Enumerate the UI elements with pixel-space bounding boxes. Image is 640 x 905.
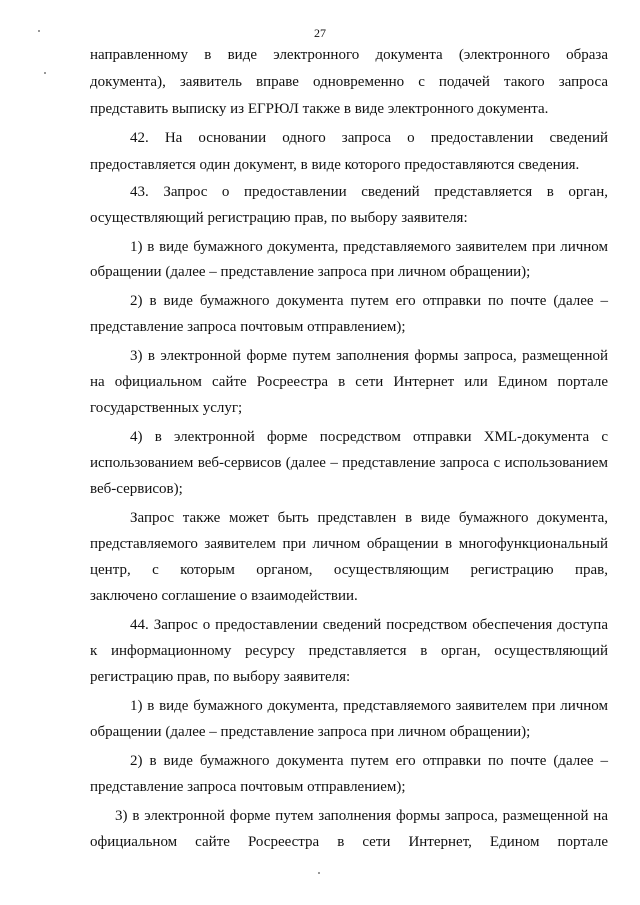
text-line: заключено соглашение о взаимодействии. [90, 588, 358, 604]
text-line: предоставляется один документ, в виде которого предоставляются сведения. [90, 157, 580, 173]
text-line: регистрацию прав, по выбору заявителя: [90, 669, 351, 685]
text-line: осуществляющий регистрацию прав, по выбору заявителя: [90, 210, 468, 226]
text-line: 42. На основании одного запроса о предоставлении сведений [130, 130, 608, 146]
text-line: государственных услуг; [90, 400, 243, 416]
text-line: направленному в виде электронного документа (электронного образа [90, 47, 608, 63]
text-line: 43. Запрос о предоставлении сведений представляется в орган, [130, 184, 608, 200]
text-line: представляемого заявителем при личном обращении в многофункциональный [90, 536, 608, 552]
text-line: 3) в электронной форме путем заполнения формы запроса, размещенной [130, 348, 608, 364]
text-line: 4) в электронной форме посредством отправки XML-документа с [130, 429, 608, 445]
text-line: официальном сайте Росреестра в сети Интернет, Едином портале [90, 834, 608, 850]
text-line: представление запроса почтовым отправлением); [90, 779, 406, 795]
text-line: 2) в виде бумажного документа путем его отправки по почте (далее – [130, 293, 608, 309]
text-line: веб-сервисов); [90, 481, 183, 497]
page-number: 27 [314, 26, 326, 40]
text-line: 2) в виде бумажного документа путем его отправки по почте (далее – [130, 753, 608, 769]
scan-speck [318, 872, 320, 874]
text-line: Запрос также может быть представлен в виде бумажного документа, [130, 510, 608, 526]
text-line: обращении (далее – представление запроса при личном обращении); [90, 264, 531, 280]
text-line: 3) в электронной форме путем заполнения формы запроса, размещенной на [115, 808, 608, 824]
text-line: к информационному ресурсу представляется в орган, осуществляющий [90, 643, 608, 659]
text-line: центр, с которым органом, осуществляющим регистрацию прав, [90, 562, 608, 578]
text-line: 44. Запрос о предоставлении сведений посредством обеспечения доступа [130, 617, 608, 633]
text-line: на официальном сайте Росреестра в сети Интернет или Едином портале [90, 374, 608, 390]
text-line: 1) в виде бумажного документа, представляемого заявителем при личном [130, 239, 608, 255]
text-line: обращении (далее – представление запроса при личном обращении); [90, 724, 531, 740]
scan-speck [38, 30, 40, 32]
text-line: использованием веб-сервисов (далее – представление запроса с использованием [90, 455, 608, 471]
text-line: документа), заявитель вправе одновременно с подачей такого запроса [90, 74, 608, 90]
text-line: представление запроса почтовым отправлением); [90, 319, 406, 335]
text-line: 1) в виде бумажного документа, представляемого заявителем при личном [130, 698, 608, 714]
scan-speck [44, 72, 46, 74]
text-line: представить выписку из ЕГРЮЛ также в виде электронного документа. [90, 101, 549, 117]
